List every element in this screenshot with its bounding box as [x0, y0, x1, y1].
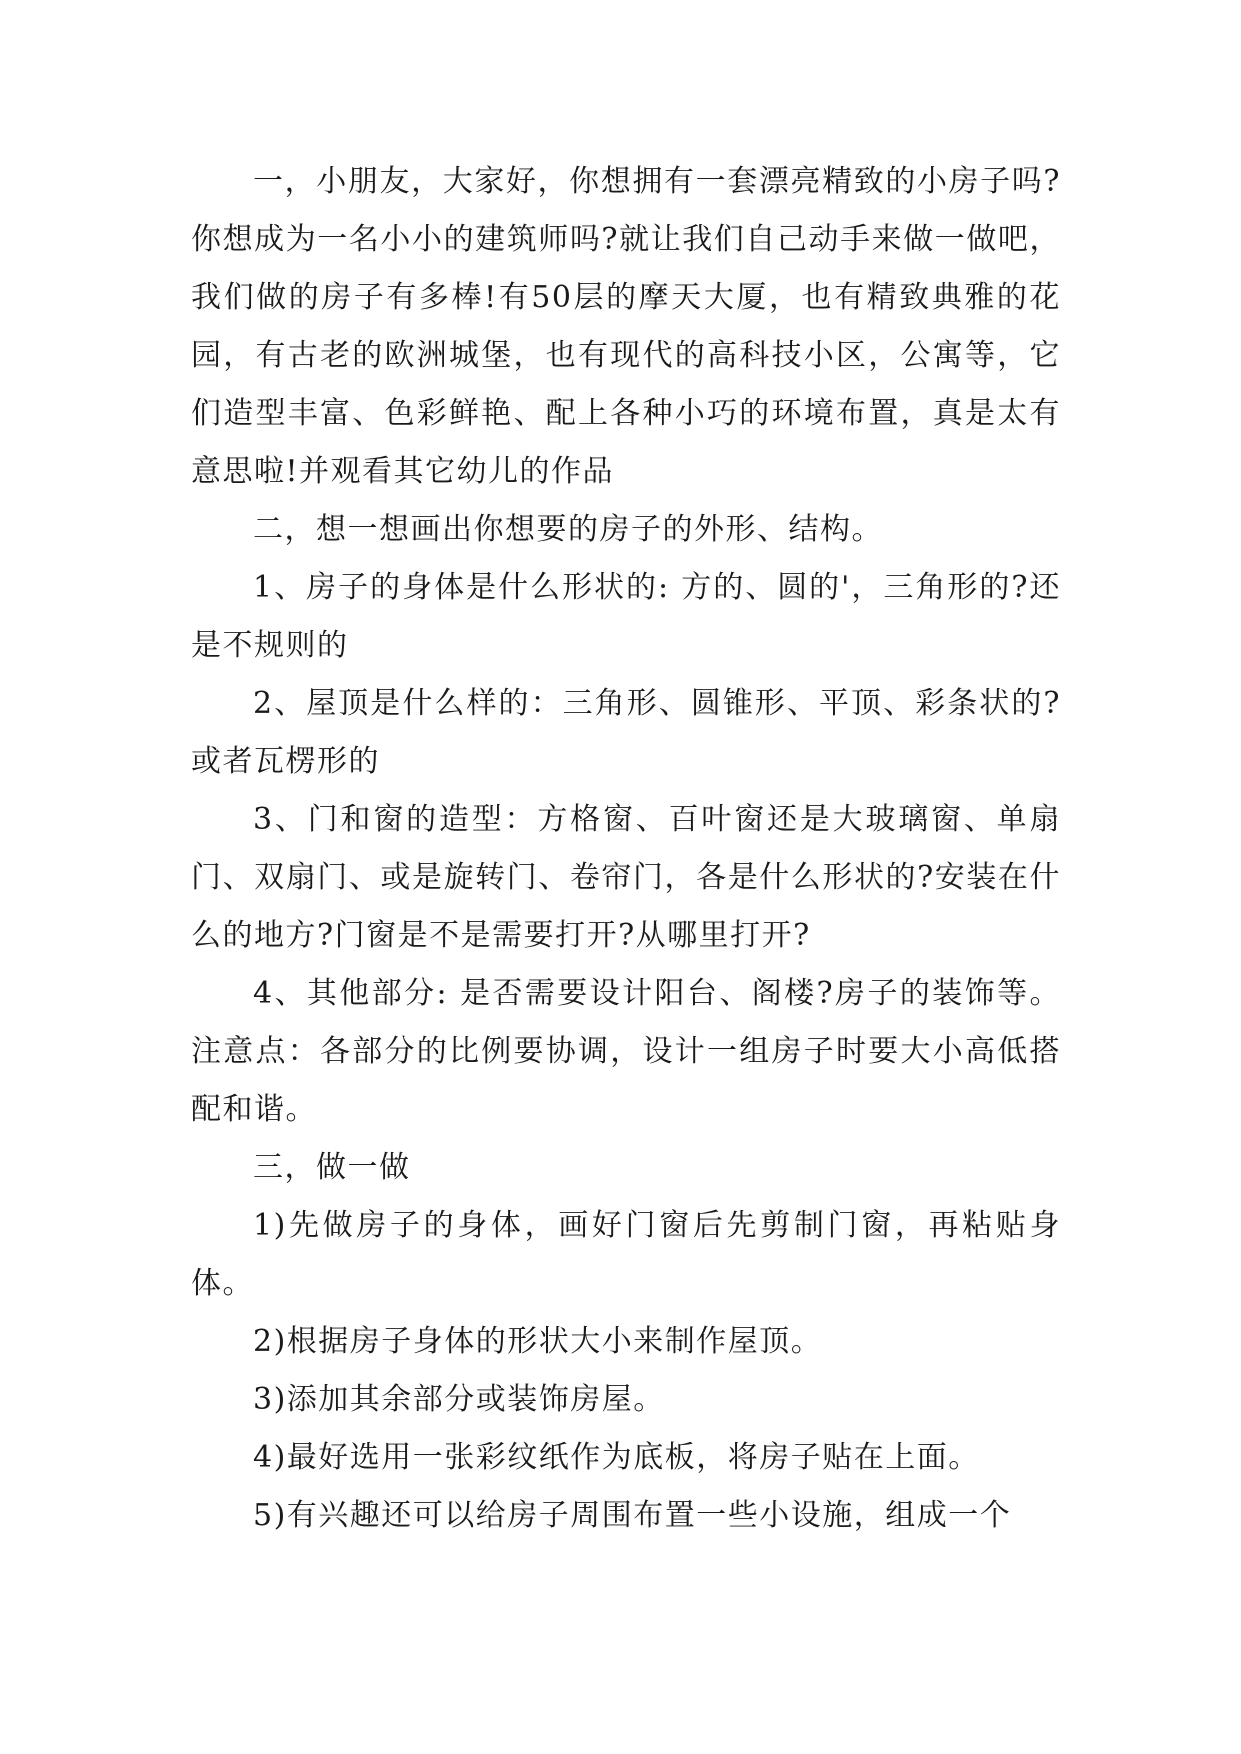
list-item-doors-windows: 3、门和窗的造型：方格窗、百叶窗还是大玻璃窗、单扇门、双扇门、或是旋转门、卷帘门，各是什么形状的?安装在什么的地方?门窗是不是需要打开?从哪里打开? — [191, 802, 1061, 953]
section-heading-make: 三，做一做 — [253, 1150, 411, 1185]
document-body — [191, 153, 1061, 1545]
list-item-roof: 2、屋顶是什么样的：三角形、圆锥形、平顶、彩条状的?或者瓦楞形的 — [191, 686, 1061, 779]
step-item-1: 1)先做房子的身体，画好门窗后先剪制门窗，再粘贴身体。 — [191, 1208, 1061, 1301]
step-item-3: 3)添加其余部分或装饰房屋。 — [253, 1382, 665, 1417]
step-item-5: 5)有兴趣还可以给房子周围布置一些小设施，组成一个 — [253, 1498, 1012, 1533]
step-item-4: 4)最好选用一张彩纹纸作为底板，将房子贴在上面。 — [253, 1440, 980, 1475]
section-heading-design: 二，想一想画出你想要的房子的外形、结构。 — [253, 512, 883, 547]
list-item-body-shape: 1、房子的身体是什么形状的: 方的、圆的'，三角形的?还是不规则的 — [191, 570, 1061, 663]
step-item-2: 2)根据房子身体的形状大小来制作屋顶。 — [253, 1324, 823, 1359]
list-item-other-parts: 4、其他部分: 是否需要设计阳台、阁楼?房子的装饰等。注意点：各部分的比例要协调，设计一组房子时要大小高低搭配和谐。 — [191, 976, 1061, 1127]
paragraph-intro: 一，小朋友，大家好，你想拥有一套漂亮精致的小房子吗?你想成为一名小小的建筑师吗?就让我们自己动手来做一做吧，我们做的房子有多棒!有50层的摩天大厦，也有精致典雅的花园，有古老的欧洲城堡，也有现代的高科技小区，公寓等，它们造型丰富、色彩鲜艳、配上各种小巧的环境布置，真是太有意思啦!并观看其它幼儿的作品 — [191, 164, 1061, 489]
